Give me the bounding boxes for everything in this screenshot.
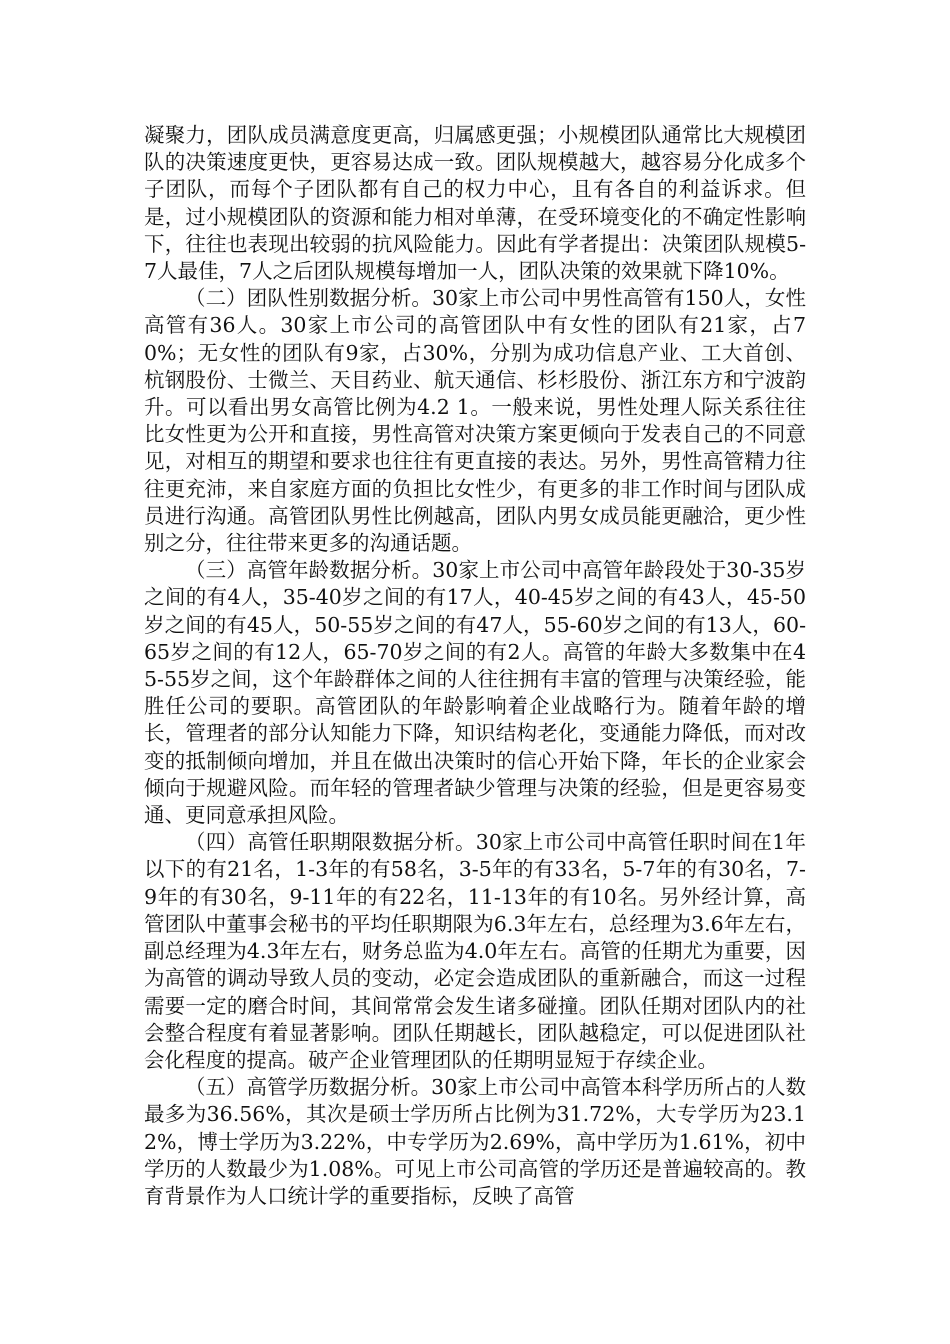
paragraph-tenure-analysis: （四）高管任职期限数据分析。30家上市公司中高管任职时间在1年以下的有21名，1-3年的有58名，3-5年的有33名，5-7年的有30名，7-9年的有30名，9-11年的有22名，11-13年的有10名。另外经计算，高管团队中董事会秘书的平均任职期限为6.3年左右，总经理为3.6年左右，副总经理为4.3年左右，财务总监为4.0年左右。高管的任期尤为重要，因为高管的调动导致人员的变动，必定会造成团队的重新融合，而这一过程需要一定的磨合时间，其间常常会发生诸多碰撞。团队任期对团队内的社会整合程度有着显著影响。团队任期越长，团队越稳定，可以促进团队社会化程度的提高。破产企业管理团队的任期明显短于存续企业。 (144, 830, 806, 1072)
paragraph-team-size: 凝聚力，团队成员满意度更高，归属感更强；小规模团队通常比大规模团队的决策速度更快，更容易达成一致。团队规模越大，越容易分化成多个子团队，而每个子团队都有自己的权力中心，且有各自的利益诉求。但是，过小规模团队的资源和能力相对单薄，在受环境变化的不确定性影响下，往往也表现出较弱的抗风险能力。因此有学者提出：决策团队规模5-7人最佳，7人之后团队规模每增加一人，团队决策的效果就下降10%。 (144, 123, 806, 284)
document-body (144, 122, 806, 1210)
paragraph-gender-analysis: （二）团队性别数据分析。30家上市公司中男性高管有150人，女性高管有36人。30家上市公司的高管团队中有女性的团队有21家，占70%；无女性的团队有9家，占30%，分别为成功信息产业、工大首创、杭钢股份、士微兰、天目药业、航天通信、杉杉股份、浙江东方和宁波韵升。可以看出男女高管比例为4.2 1。一般来说，男性处理人际关系往往比女性更为公开和直接，男性高管对决策方案更倾向于发表自己的不同意见，对相互的期望和要求也往往有更直接的表达。另外，男性高管精力往往更充沛，来自家庭方面的负担比女性少，有更多的非工作时间与团队成员进行沟通。高管团队男性比例越高，团队内男女成员能更融洽，更少性别之分，往往带来更多的沟通话题。 (144, 286, 806, 556)
paragraph-age-analysis: （三）高管年龄数据分析。30家上市公司中高管年龄段处于30-35岁之间的有4人，35-40岁之间的有17人，40-45岁之间的有43人，45-50岁之间的有45人，50-55岁之间的有47人，55-60岁之间的有13人，60-65岁之间的有12人，65-70岁之间的有2人。高管的年龄大多数集中在45-55岁之间，这个年龄群体之间的人往往拥有丰富的管理与决策经验，能胜任公司的要职。高管团队的年龄影响着企业战略行为。随着年龄的增长，管理者的部分认知能力下降，知识结构老化，变通能力降低，而对改变的抵制倾向增加，并且在做出决策时的信心开始下降，年长的企业家会倾向于规避风险。而年轻的管理者缺少管理与决策的经验，但是更容易变通、更同意承担风险。 (144, 558, 806, 828)
paragraph-education-analysis: （五）高管学历数据分析。30家上市公司中高管本科学历所占的人数最多为36.56%，其次是硕士学历所占比例为31.72%，大专学历为23.12%，博士学历为3.22%，中专学历为2.69%，高中学历为1.61%，初中学历的人数最少为1.08%。可见上市公司高管的学历还是普遍较高的。教育背景作为人口统计学的重要指标，反映了高管 (144, 1075, 806, 1208)
